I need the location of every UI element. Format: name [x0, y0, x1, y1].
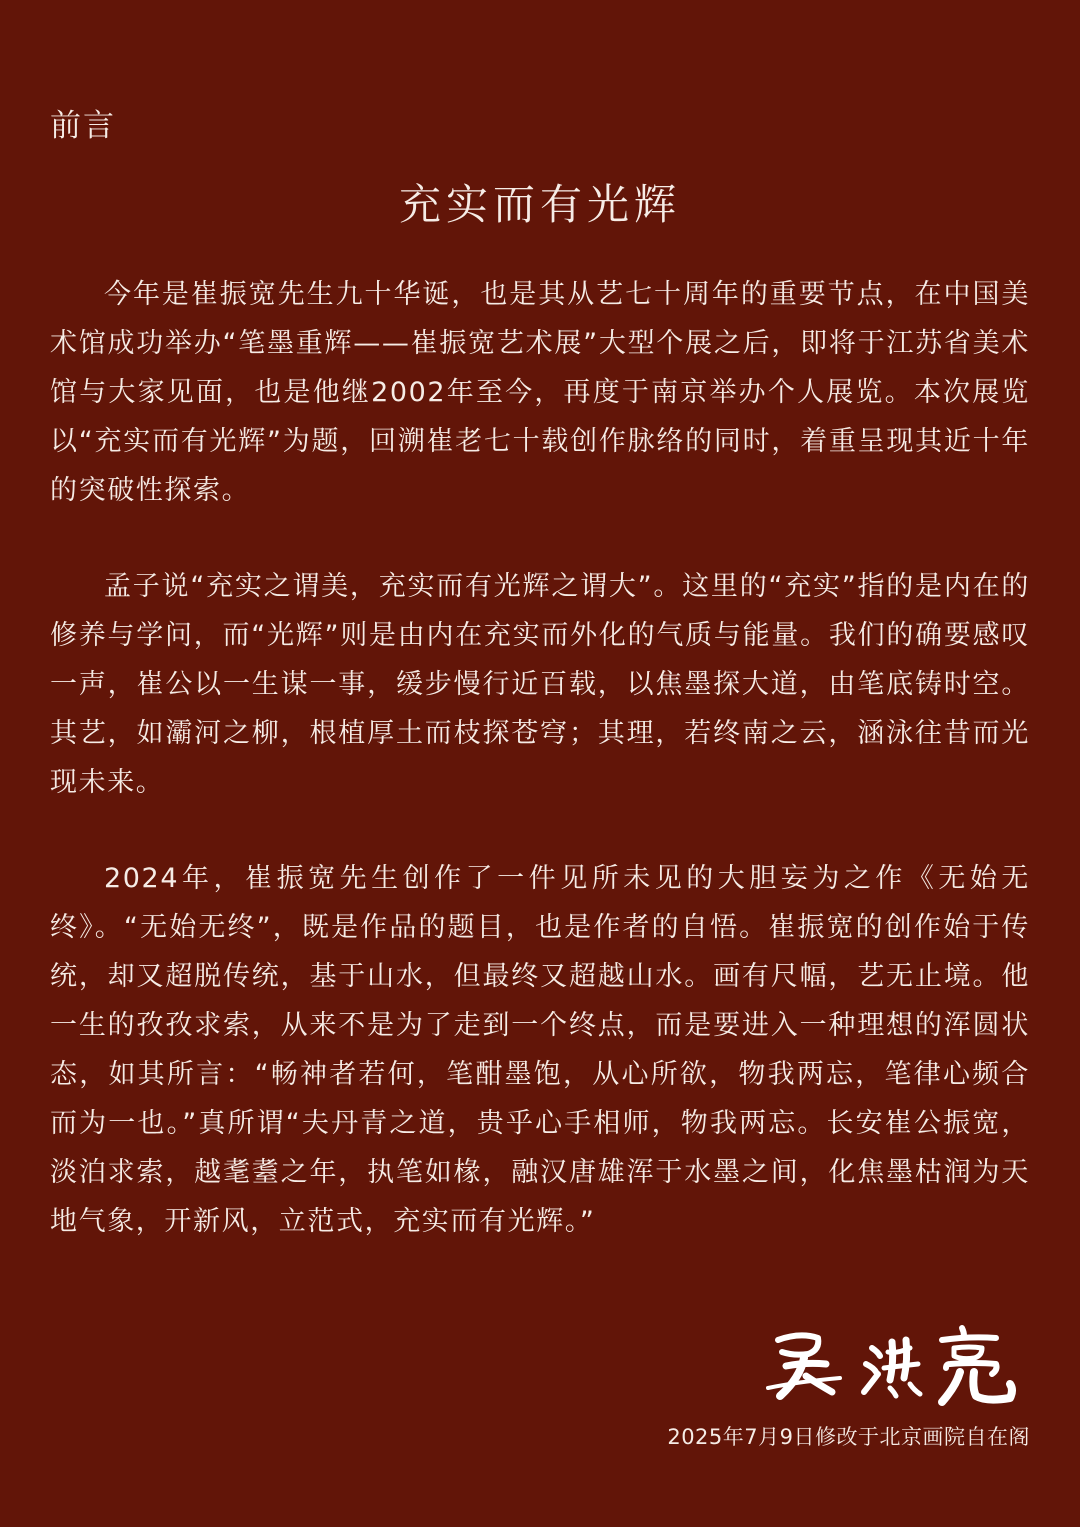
signature-graphic: [760, 1318, 1020, 1408]
page-title: 充实而有光辉: [398, 180, 681, 229]
paragraph-1: 今年是崔振宽先生九十华诞，也是其从艺七十周年的重要节点，在中国美术馆成功举办“笔墨重辉——崔振宽艺术展”大型个展之后，即将于江苏省美术馆与大家见面，也是他继2002年至今，再度于南京举办个人展览。本次展览以“充实而有光辉”为题，回溯崔老七十载创作脉络的同时，着重呈现其近十年的突破性探索。: [50, 279, 1030, 506]
preface-label: 前言: [50, 108, 116, 144]
paragraph-2: 孟子说“充实之谓美，充实而有光辉之谓大”。这里的“充实”指的是内在的修养与学问，而“光辉”则是由内在充实而外化的气质与能量。我们的确要感叹一声，崔公以一生谋一事，缓步慢行近百载，以焦墨探大道，由笔底铸时空。其艺，如灞河之柳，根植厚土而枝探苍穹；其理，若终南之云，涵泳往昔而光现未来。: [50, 571, 1030, 798]
handwritten-signature: [760, 1318, 1020, 1408]
preface-body: [50, 270, 1030, 1246]
paragraph-3: 2024年，崔振宽先生创作了一件见所未见的大胆妄为之作《无始无终》。“无始无终”，既是作品的题目，也是作者的自悟。崔振宽的创作始于传统，却又超脱传统，基于山水，但最终又超越山水。画有尺幅，艺无止境。他一生的孜孜求索，从来不是为了走到一个终点，而是要进入一种理想的浑圆状态，如其所言：“畅神者若何，笔酣墨饱，从心所欲，物我两忘，笔律心频合而为一也。”真所谓“夫丹青之道，贵乎心手相师，物我两忘。长安崔公振宽，淡泊求索，越耄耋之年，执笔如椽，融汉唐雄浑于水墨之间，化焦墨枯润为天地气象，开新风，立范式，充实而有光辉。”: [50, 863, 1030, 1237]
signature-date: 2025年7月9日修改于北京画院自在阁: [667, 1425, 1030, 1449]
